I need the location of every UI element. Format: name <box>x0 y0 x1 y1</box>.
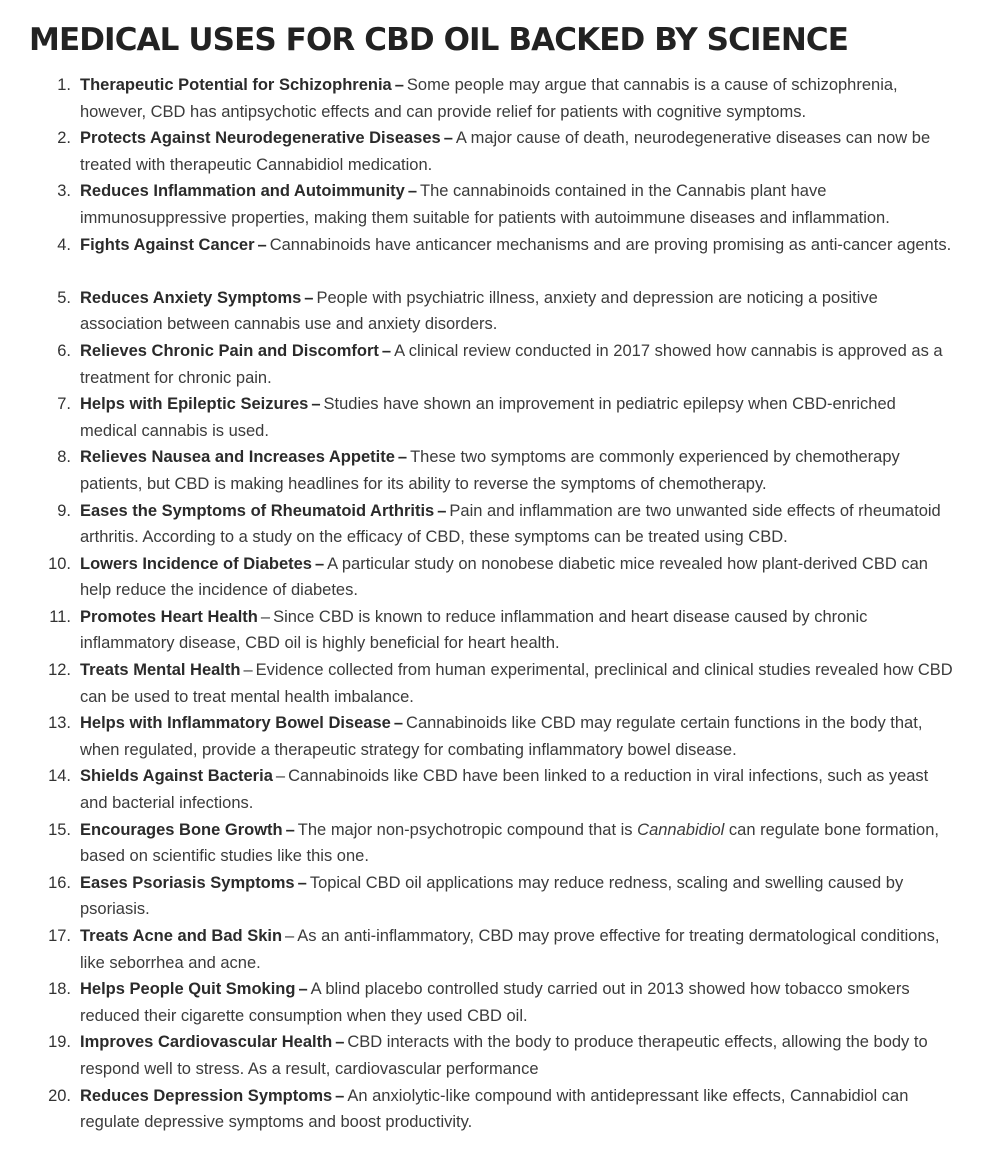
list-item <box>0 72 960 125</box>
item-body <box>80 976 955 1029</box>
item-body <box>80 710 955 763</box>
item-number: 13. <box>48 714 71 733</box>
item-number: 18. <box>48 980 71 999</box>
item-number: 1. <box>57 76 71 94</box>
item-body <box>80 232 955 259</box>
list-item <box>0 125 960 178</box>
item-dash: – <box>437 501 447 520</box>
item-dash: – <box>285 927 295 945</box>
item-text: The major non-psychotropic compound that is <box>297 820 633 839</box>
uses-list <box>0 72 960 1136</box>
item-body <box>80 923 955 976</box>
item-text: CBD interacts with the body to produce therapeutic effects, allowing the body to respond well to stress. As a result, cardiovascular performance <box>80 1033 928 1078</box>
list-item <box>0 498 960 551</box>
item-number: 19. <box>48 1033 71 1052</box>
list-item <box>0 763 960 816</box>
item-title: Relieves Chronic Pain and Discomfort <box>80 341 379 360</box>
item-number: 9. <box>57 501 71 520</box>
item-text: An anxiolytic-like compound with antidepressant like effects, Cannabidiol can regulate depressive symptoms and boost productivity. <box>80 1086 909 1132</box>
page-title: MEDICAL USES FOR CBD OIL BACKED BY SCIENCE <box>29 22 849 58</box>
item-title: Relieves Nausea and Increases Appetite <box>80 448 395 467</box>
item-text: Since CBD is known to reduce inflammation and heart disease caused by chronic inflammatory disease, CBD oil is highly beneficial for heart health. <box>80 607 868 653</box>
item-dash: – <box>298 980 308 999</box>
item-number: 12. <box>48 661 71 680</box>
item-body <box>80 1083 955 1136</box>
item-dash: – <box>381 341 392 360</box>
item-title: Treats Acne and Bad Skin <box>80 927 283 945</box>
item-body <box>80 1029 955 1082</box>
item-title: Protects Against Neurodegenerative Diseases <box>80 129 441 148</box>
list-item <box>0 710 960 763</box>
item-title: Eases the Symptoms of Rheumatoid Arthritis <box>80 501 435 520</box>
item-body <box>80 817 955 870</box>
item-text: Some people may argue that cannabis is a cause of schizophrenia, however, CBD has antipsychotic effects and can provide relief for patients with cognitive symptoms. <box>80 76 898 121</box>
item-dash: – <box>394 76 404 94</box>
item-title: Helps with Epileptic Seizures <box>80 395 309 414</box>
list-item <box>0 232 960 285</box>
item-text: People with psychiatric illness, anxiety and depression are noticing a positive association between cannabis use and anxiety disorders. <box>80 288 878 334</box>
item-body <box>80 178 955 231</box>
item-text: As an anti-inflammatory, CBD may prove effective for treating dermatological conditions, like seborrhea and acne. <box>80 927 940 972</box>
list-item <box>0 285 960 338</box>
item-number: 8. <box>57 448 71 467</box>
item-dash: – <box>275 767 286 786</box>
item-number: 7. <box>57 395 71 414</box>
item-number: 11. <box>49 607 71 626</box>
item-title: Shields Against Bacteria <box>80 767 273 786</box>
item-number: 16. <box>48 873 71 892</box>
item-title: Eases Psoriasis Symptoms <box>80 873 295 892</box>
item-title: Fights Against Cancer <box>80 235 255 254</box>
item-number: 2. <box>57 129 71 148</box>
list-item <box>0 604 960 657</box>
item-dash: – <box>304 288 314 307</box>
item-text: Evidence collected from human experimental, preclinical and clinical studies revealed how CBD can be used to treat mental health imbalance. <box>80 661 953 706</box>
item-number: 10. <box>48 554 71 573</box>
item-body <box>80 498 955 551</box>
item-text: These two symptoms are commonly experienced by chemotherapy patients, but CBD is making headlines for its ability to reverse the symptoms of chemotherapy. <box>80 448 900 493</box>
list-item <box>0 870 960 923</box>
item-dash: – <box>314 554 325 573</box>
item-dash: – <box>393 714 404 733</box>
item-body <box>80 72 955 125</box>
item-number: 14. <box>48 767 71 786</box>
item-body <box>80 444 955 497</box>
item-body <box>80 657 955 710</box>
item-number: 4. <box>57 235 71 254</box>
item-dash: – <box>311 395 321 414</box>
item-title: Reduces Inflammation and Autoimmunity <box>80 182 405 201</box>
item-body <box>80 763 955 816</box>
item-body <box>80 125 955 178</box>
item-text: Studies have shown an improvement in pediatric epilepsy when CBD-enriched medical cannabis is used. <box>80 395 896 440</box>
item-number: 17. <box>48 927 71 945</box>
item-dash: – <box>397 448 408 467</box>
item-title: Encourages Bone Growth <box>80 820 283 839</box>
item-dash: – <box>285 820 295 839</box>
list-item <box>0 391 960 444</box>
item-title: Improves Cardiovascular Health <box>80 1033 333 1052</box>
item-body <box>80 391 955 444</box>
list-item <box>0 338 960 391</box>
item-dash: – <box>407 182 418 201</box>
list-item <box>0 923 960 976</box>
item-text: A particular study on nonobese diabetic mice revealed how plant-derived CBD can help reduce the incidence of diabetes. <box>80 554 928 600</box>
item-text: Cannabinoids like CBD have been linked to a reduction in viral infections, such as yeast and bacterial infections. <box>80 767 929 813</box>
item-text-emphasis: Cannabidiol <box>637 820 725 839</box>
list-item <box>0 1083 960 1136</box>
item-number: 5. <box>57 288 71 307</box>
item-text: Cannabinoids have anticancer mechanisms and are proving promising as anti-cancer agents. <box>269 235 952 254</box>
item-title: Promotes Heart Health <box>80 607 258 626</box>
item-text: A clinical review conducted in 2017 showed how cannabis is approved as a treatment for chronic pain. <box>80 341 943 387</box>
item-body <box>80 604 955 657</box>
item-number: 3. <box>57 182 71 201</box>
item-title: Treats Mental Health <box>80 661 241 680</box>
list-item <box>0 178 960 231</box>
item-dash: – <box>335 1086 345 1105</box>
item-title: Reduces Anxiety Symptoms <box>80 288 302 307</box>
item-dash: – <box>297 873 307 892</box>
item-title: Therapeutic Potential for Schizophrenia <box>80 76 392 94</box>
item-body <box>80 551 955 604</box>
list-item <box>0 976 960 1029</box>
item-number: 6. <box>57 341 71 360</box>
item-number: 15. <box>48 820 71 839</box>
item-title: Helps People Quit Smoking <box>80 980 296 999</box>
item-dash: – <box>243 661 253 680</box>
item-dash: – <box>443 129 453 148</box>
list-item <box>0 657 960 710</box>
item-dash: – <box>257 235 267 254</box>
item-dash: – <box>260 607 271 626</box>
item-dash: – <box>335 1033 345 1052</box>
list-item <box>0 444 960 497</box>
item-text: Cannabinoids like CBD may regulate certain functions in the body that, when regulated, provide a therapeutic strategy for combating inflammatory bowel disease. <box>80 714 923 759</box>
item-text: A major cause of death, neurodegenerative diseases can now be treated with therapeutic Cannabidiol medication. <box>80 129 931 174</box>
item-body <box>80 338 955 391</box>
item-title: Lowers Incidence of Diabetes <box>80 554 312 573</box>
item-text: The cannabinoids contained in the Cannabis plant have immunosuppressive properties, making them suitable for patients with autoimmune diseases and inflammation. <box>80 182 890 227</box>
item-text: Pain and inflammation are two unwanted side effects of rheumatoid arthritis. According to a study on the efficacy of CBD, these symptoms can be treated using CBD. <box>80 501 941 547</box>
item-title: Helps with Inflammatory Bowel Disease <box>80 714 391 733</box>
item-body <box>80 285 955 338</box>
list-item <box>0 551 960 604</box>
list-item <box>0 817 960 870</box>
item-body <box>80 870 955 923</box>
list-item <box>0 1029 960 1082</box>
item-text: A blind placebo controlled study carried out in 2013 showed how tobacco smokers reduced their cigarette consumption when they used CBD oil. <box>80 980 910 1025</box>
item-number: 20. <box>48 1086 71 1105</box>
item-text: Topical CBD oil applications may reduce redness, scaling and swelling caused by psoriasis. <box>80 873 904 919</box>
item-title: Reduces Depression Symptoms <box>80 1086 333 1105</box>
item-text: can regulate bone formation, based on scientific studies like this one. <box>80 820 939 866</box>
